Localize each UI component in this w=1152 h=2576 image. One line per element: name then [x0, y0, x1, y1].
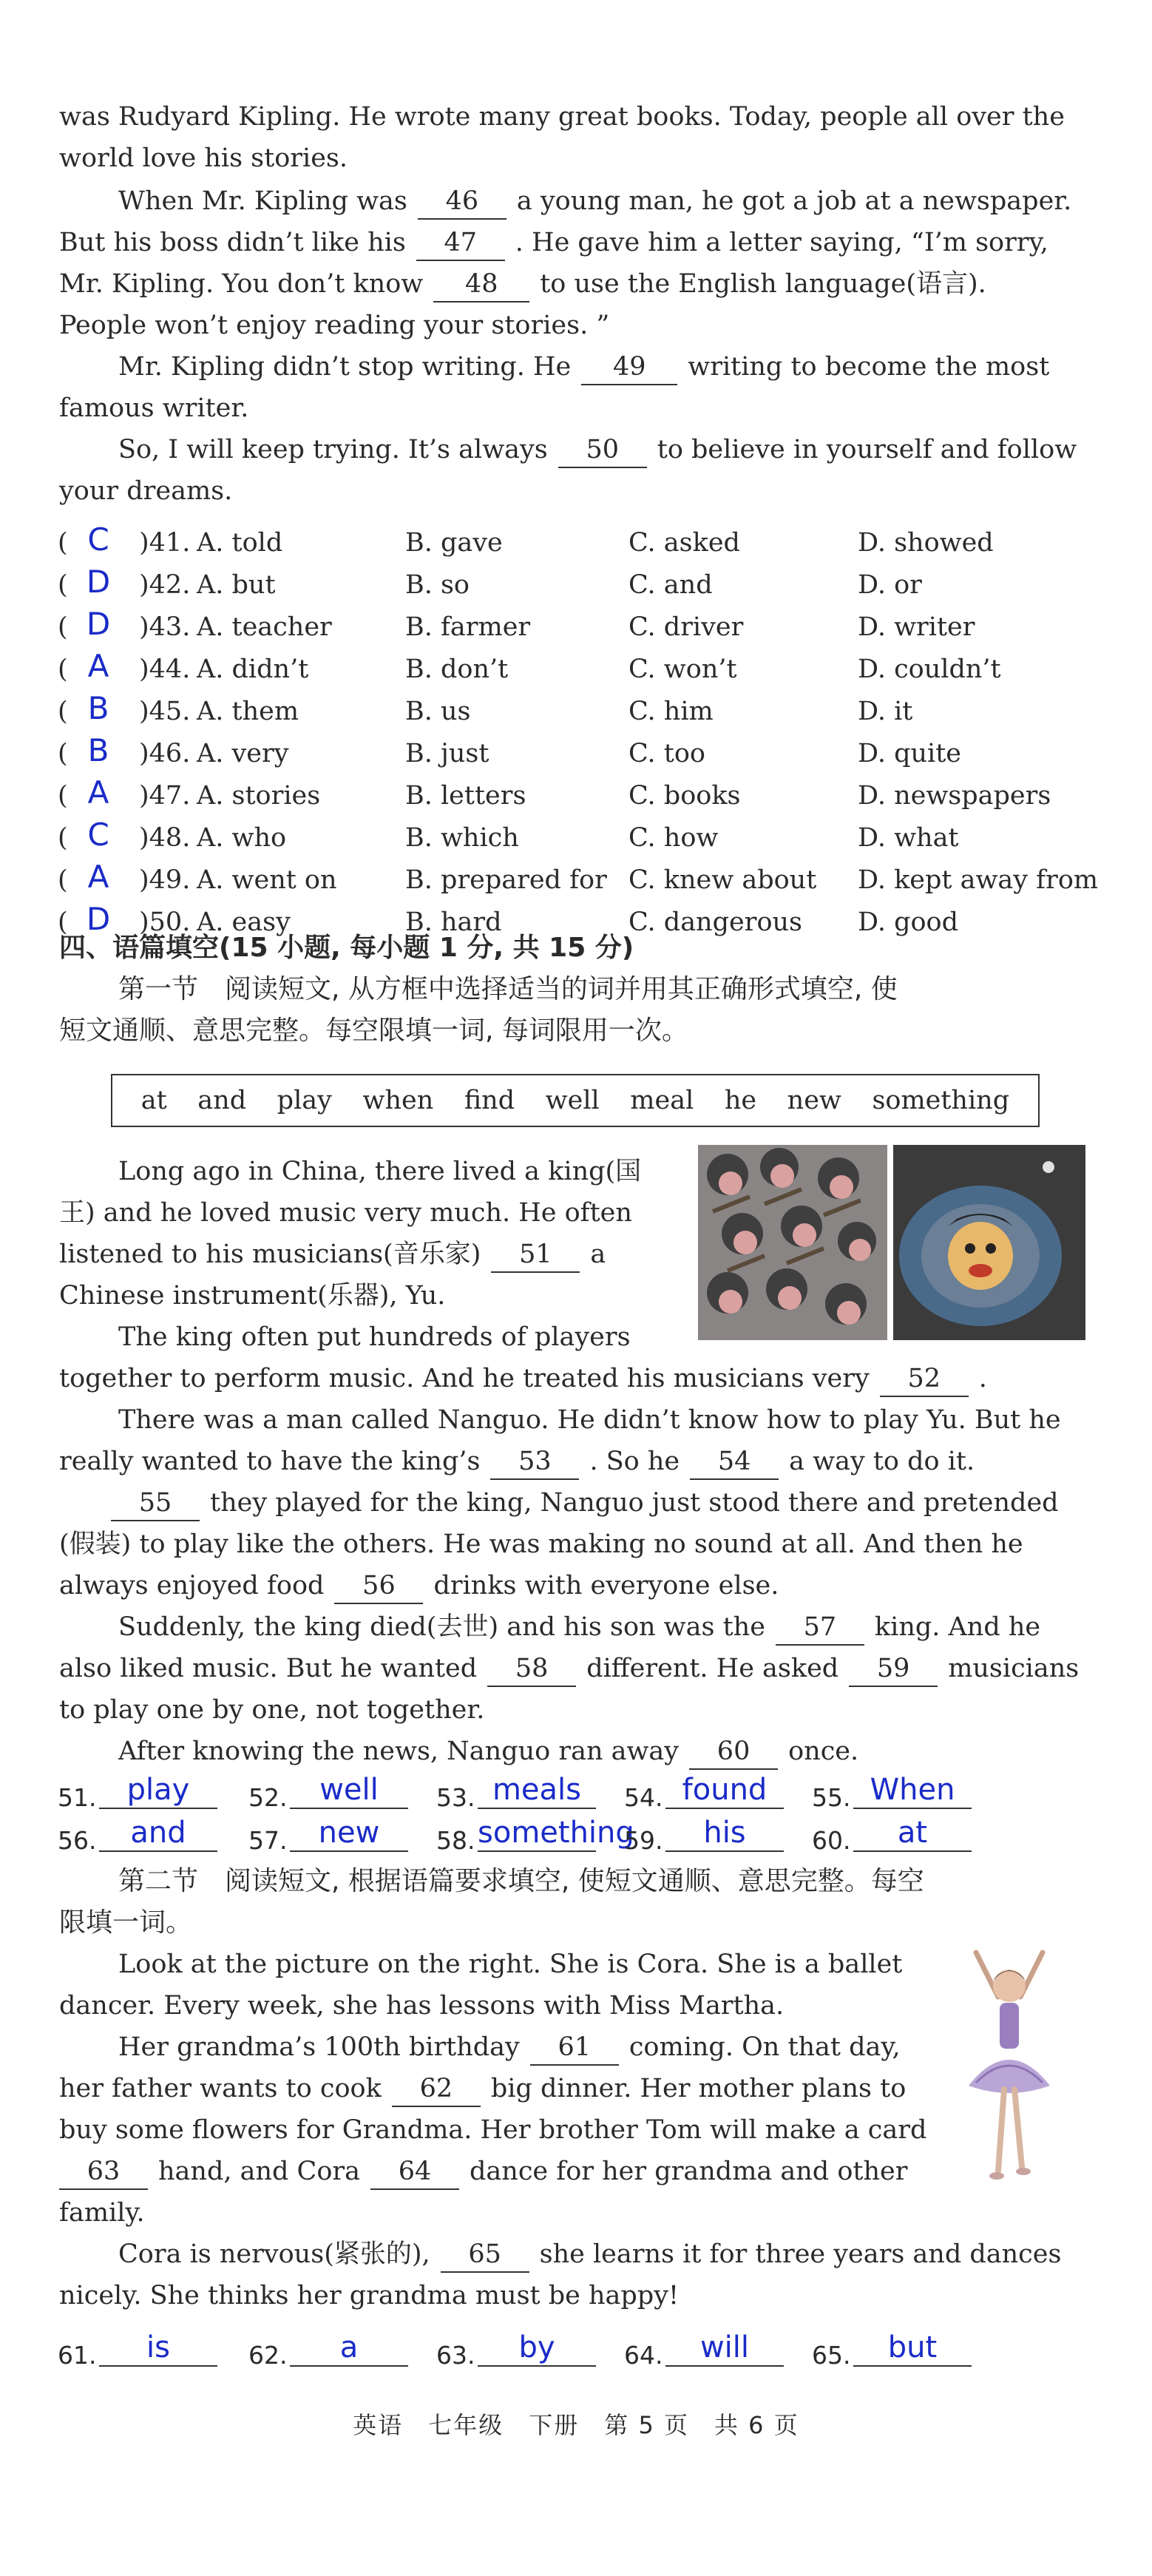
blank-49: 49	[581, 350, 677, 385]
option-c: C. driver	[628, 612, 744, 642]
word-bank-item: find	[464, 1086, 515, 1115]
option-a: A. who	[197, 823, 287, 853]
word-bank-item: play	[277, 1086, 332, 1115]
answer-number: 63.	[436, 2341, 475, 2370]
option-a: A. went on	[197, 865, 337, 895]
story-line: The king often put hundreds of players	[118, 1322, 631, 1352]
answer-number: 62.	[248, 2341, 288, 2370]
page-footer: 英语 七年级 下册 第 5 页 共 6 页	[353, 2411, 799, 2439]
mc-number: )45.	[139, 697, 191, 726]
answer-row	[58, 2328, 1093, 2373]
story-line: also liked music. But he wanted 58 different. He asked 59 musicians	[59, 1648, 1079, 1689]
answer-item	[812, 1813, 997, 1858]
passage-line: famous writer.	[59, 393, 249, 423]
option-d: D. writer	[858, 612, 975, 642]
mc-number: )43.	[139, 612, 191, 642]
story-line: 王) and he loved music very much. He often	[59, 1198, 632, 1228]
answer-number: 64.	[624, 2341, 663, 2370]
story-line: together to perform music. And he treated his musicians very 52 .	[59, 1358, 987, 1399]
story-line: Her grandma’s 100th birthday 61 coming. On that day,	[118, 2026, 901, 2068]
answer-number: 61.	[58, 2341, 97, 2370]
story-line: family.	[59, 2198, 145, 2228]
instruction-line: 限填一词。	[59, 1907, 193, 1938]
option-c: C. won’t	[628, 655, 737, 684]
blank-60: 60	[689, 1734, 778, 1770]
answer-number: 52.	[248, 1783, 288, 1812]
paren: (	[58, 612, 68, 642]
musicians-image	[698, 1145, 887, 1340]
passage-line: So, I will keep trying. It’s always 50 to believe in yourself and follow	[118, 429, 1077, 470]
paren: (	[58, 907, 68, 937]
answer-value: something	[478, 1816, 634, 1850]
answer-number: 53.	[436, 1783, 475, 1812]
option-a: A. stories	[197, 781, 321, 811]
passage-line: When Mr. Kipling was 46 a young man, he got a job at a newspaper.	[118, 180, 1071, 222]
word-bank-item: well	[545, 1086, 600, 1115]
blank-46: 46	[418, 184, 506, 220]
nanguo-illustration	[893, 1145, 1085, 1340]
story-line: Look at the picture on the right. She is Cora. She is a ballet	[118, 1950, 903, 1979]
blank-52: 52	[880, 1362, 969, 1397]
option-b: B. farmer	[405, 612, 531, 642]
option-a: A. very	[197, 739, 289, 768]
answer-number: 56.	[58, 1826, 97, 1855]
word-bank-item: he	[724, 1086, 757, 1115]
paren: (	[58, 655, 68, 684]
option-d: D. couldn’t	[858, 655, 1001, 684]
mc-number: )47.	[139, 781, 191, 811]
option-c: C. and	[628, 570, 713, 600]
answer-item	[248, 2328, 433, 2373]
answer-value: at	[897, 1816, 928, 1850]
blank-59: 59	[849, 1652, 938, 1687]
option-b: B. hard	[405, 907, 502, 937]
answer-value: is	[146, 2330, 170, 2364]
blank-62: 62	[392, 2072, 481, 2107]
mc-number: )41.	[139, 528, 191, 558]
mc-answer: C	[87, 521, 109, 558]
option-b: B. letters	[405, 781, 526, 811]
answer-item	[436, 1771, 621, 1815]
story-line: buy some flowers for Grandma. Her brother Tom will make a card	[59, 2115, 927, 2145]
story-line: 55 they played for the king, Nanguo just stood there and pretended	[111, 1482, 1059, 1524]
answer-value: found	[682, 1773, 768, 1807]
option-a: A. told	[197, 528, 283, 558]
mc-number: )50.	[139, 907, 191, 937]
option-b: B. don’t	[405, 655, 509, 684]
story-line: 63 hand, and Cora 64 dance for her grandma and other	[59, 2151, 907, 2192]
story-line: nicely. She thinks her grandma must be happy!	[59, 2281, 680, 2310]
blank-65: 65	[441, 2237, 529, 2273]
mc-answer: B	[87, 732, 109, 768]
answer-item	[812, 1771, 997, 1815]
word-bank-item: and	[197, 1086, 247, 1115]
story-line: Suddenly, the king died(去世) and his son was the 57 king. And he	[118, 1606, 1040, 1648]
answer-row	[58, 1771, 1093, 1815]
option-a: A. them	[197, 697, 299, 726]
blank-56: 56	[334, 1569, 423, 1604]
option-c: C. asked	[628, 528, 740, 558]
instruction-line: 第一节 阅读短文, 从方框中选择适当的词并用其正确形式填空, 使	[118, 974, 898, 1004]
word-bank-item: when	[362, 1086, 434, 1115]
mc-answer: A	[87, 774, 109, 811]
answer-item	[624, 1813, 809, 1858]
option-c: C. how	[628, 823, 719, 853]
option-c: C. too	[628, 739, 705, 768]
section-title: 四、语篇填空(15 小题, 每小题 1 分, 共 15 分)	[59, 933, 634, 963]
mc-answer: D	[86, 606, 111, 642]
word-bank-item: at	[140, 1086, 167, 1115]
passage-line: world love his stories.	[59, 143, 348, 173]
answer-item	[248, 1813, 433, 1858]
answer-number: 51.	[58, 1783, 97, 1812]
mc-answer: D	[86, 564, 111, 600]
answer-row	[58, 1813, 1093, 1858]
story-line: (假装) to play like the others. He was making no sound at all. And then he	[59, 1529, 1023, 1559]
answer-number: 55.	[812, 1783, 851, 1812]
answer-value: will	[699, 2330, 750, 2364]
blank-50: 50	[558, 433, 647, 468]
story-line: dancer. Every week, she has lessons with Miss Martha.	[59, 1991, 785, 2021]
word-bank-item: meal	[630, 1086, 694, 1115]
passage-line: But his boss didn’t like his 47 . He gave him a letter saying, “I’m sorry,	[59, 222, 1048, 263]
option-d: D. showed	[858, 528, 994, 558]
option-d: D. or	[858, 570, 922, 600]
musicians-illustration	[698, 1145, 887, 1340]
instruction-line: 第二节 阅读短文, 根据语篇要求填空, 使短文通顺、意思完整。每空	[118, 1866, 924, 1896]
option-a: A. teacher	[197, 612, 332, 642]
story-line: Long ago in China, there lived a king(国	[118, 1157, 642, 1186]
answer-item	[436, 1813, 634, 1858]
story-line: really wanted to have the king’s 53 . So he 54 a way to do it.	[59, 1441, 975, 1482]
answer-value: well	[319, 1773, 379, 1807]
paren: (	[58, 865, 68, 895]
answer-item	[624, 2328, 809, 2373]
blank-55: 55	[111, 1486, 200, 1521]
answer-value: by	[518, 2330, 555, 2364]
option-a: A. didn’t	[197, 655, 309, 684]
story-line: There was a man called Nanguo. He didn’t know how to play Yu. But he	[118, 1405, 1061, 1435]
answer-item	[812, 2328, 997, 2373]
story-line: After knowing the news, Nanguo ran away 60 once.	[118, 1731, 858, 1772]
option-b: B. us	[405, 697, 471, 726]
mc-answer: A	[87, 859, 109, 895]
option-c: C. him	[628, 697, 714, 726]
mc-answer: D	[86, 901, 111, 937]
story-line: listened to his musicians(音乐家) 51 a	[59, 1234, 606, 1275]
option-b: B. prepared for	[405, 865, 607, 895]
word-bank-item: something	[872, 1086, 1010, 1115]
blank-54: 54	[690, 1444, 779, 1480]
answer-value: and	[130, 1816, 186, 1850]
option-b: B. which	[405, 823, 519, 853]
option-c: C. books	[628, 781, 741, 811]
mc-number: )42.	[139, 570, 191, 600]
option-d: D. what	[858, 823, 959, 853]
blank-64: 64	[370, 2154, 459, 2190]
answer-item	[58, 1813, 243, 1858]
option-a: A. easy	[197, 907, 291, 937]
option-c: C. dangerous	[628, 907, 803, 937]
ballet-dancer-image	[954, 1945, 1065, 2189]
option-b: B. so	[405, 570, 470, 600]
answer-value: play	[126, 1773, 190, 1807]
mc-number: )44.	[139, 655, 191, 684]
blank-58: 58	[487, 1652, 576, 1687]
passage-line: Mr. Kipling. You don’t know 48 to use the English language(语言).	[59, 263, 986, 305]
word-bank-box	[111, 1074, 1040, 1127]
option-b: B. gave	[405, 528, 503, 558]
passage-line: Mr. Kipling didn’t stop writing. He 49 writing to become the most	[118, 346, 1049, 388]
story-line: to play one by one, not together.	[59, 1695, 485, 1725]
option-d: D. it	[858, 697, 913, 726]
blank-61: 61	[530, 2030, 619, 2066]
mc-answer: A	[87, 648, 109, 684]
passage-line: People won’t enjoy reading your stories. ”	[59, 311, 610, 340]
story-line: Chinese instrument(乐器), Yu.	[59, 1281, 446, 1311]
paren: (	[58, 823, 68, 853]
answer-value: When	[870, 1773, 955, 1807]
paren: (	[58, 781, 68, 811]
mc-number: )46.	[139, 739, 191, 768]
story-line: Cora is nervous(紧张的), 65 she learns it for three years and dances	[118, 2234, 1061, 2275]
mc-answer: B	[87, 690, 109, 726]
answer-number: 54.	[624, 1783, 663, 1812]
option-a: A. but	[197, 570, 276, 600]
nanguo-image	[893, 1145, 1085, 1340]
answer-number: 58.	[436, 1826, 475, 1855]
answer-number: 65.	[812, 2341, 851, 2370]
answer-item	[58, 2328, 243, 2373]
answer-value: meals	[492, 1773, 582, 1807]
mc-number: )49.	[139, 865, 191, 895]
passage-line: your dreams.	[59, 476, 233, 506]
option-d: D. quite	[858, 739, 961, 768]
ballet-dancer-illustration	[954, 1945, 1065, 2189]
answer-value: his	[703, 1816, 746, 1850]
paren: (	[58, 528, 68, 558]
paren: (	[58, 697, 68, 726]
mc-answer: C	[87, 817, 109, 853]
paren: (	[58, 570, 68, 600]
blank-47: 47	[416, 226, 505, 261]
answer-value: new	[318, 1816, 380, 1850]
mc-number: )48.	[139, 823, 191, 853]
blank-53: 53	[490, 1444, 579, 1480]
blank-51: 51	[491, 1237, 580, 1273]
answer-value: but	[887, 2330, 938, 2364]
blank-48: 48	[433, 267, 529, 302]
answer-value: a	[339, 2330, 359, 2364]
option-d: D. good	[858, 907, 959, 937]
option-b: B. just	[405, 739, 489, 768]
answer-number: 60.	[812, 1826, 851, 1855]
answer-item	[624, 1771, 809, 1815]
answer-number: 59.	[624, 1826, 663, 1855]
answer-item	[58, 1771, 243, 1815]
option-d: D. kept away from	[858, 865, 1099, 895]
story-line: her father wants to cook 62 big dinner. Her mother plans to	[59, 2068, 906, 2109]
story-line: always enjoyed food 56 drinks with everyone else.	[59, 1565, 779, 1606]
answer-item	[248, 1771, 433, 1815]
blank-63: 63	[59, 2154, 148, 2190]
answer-item	[436, 2328, 621, 2373]
paren: (	[58, 739, 68, 768]
instruction-line: 短文通顺、意思完整。每空限填一词, 每词限用一次。	[59, 1015, 688, 1046]
option-d: D. newspapers	[858, 781, 1051, 811]
blank-57: 57	[776, 1610, 864, 1646]
answer-number: 57.	[248, 1826, 288, 1855]
passage-line: was Rudyard Kipling. He wrote many great books. Today, people all over the	[59, 102, 1065, 132]
option-c: C. knew about	[628, 865, 817, 895]
word-bank-item: new	[787, 1086, 841, 1115]
